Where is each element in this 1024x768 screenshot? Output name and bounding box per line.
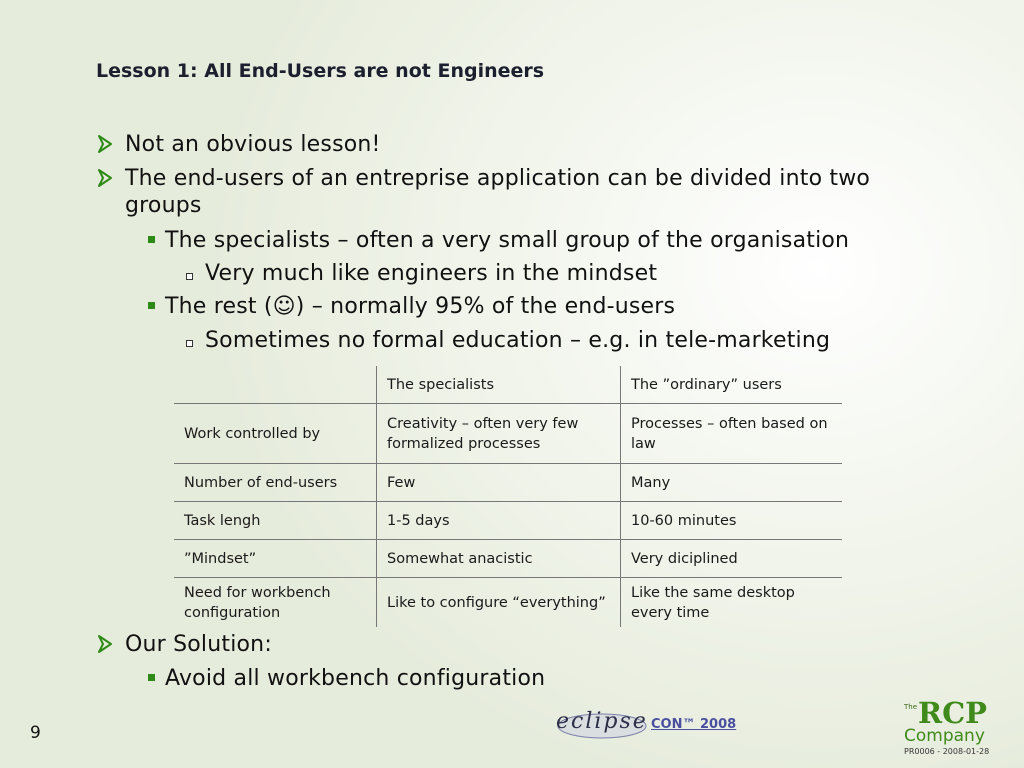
bullet-text: Not an obvious lesson! xyxy=(125,132,381,157)
sub-sub-bullet-item xyxy=(184,327,830,354)
bullet-text: Sometimes no formal education – e.g. in tele-marketing xyxy=(205,328,831,353)
table-cell: Task lengh xyxy=(174,502,377,540)
table-row xyxy=(174,502,842,540)
bullet-text: Avoid all workbench configuration xyxy=(165,666,546,691)
table-cell: Like to configure “everything” xyxy=(377,578,621,628)
square-bullet-icon xyxy=(148,302,155,309)
bullet-text: Our Solution: xyxy=(125,632,272,657)
eclipsecon-logo xyxy=(556,708,756,742)
table-cell: Somewhat anacistic xyxy=(377,540,621,578)
slide-title: Lesson 1: All End-Users are not Engineers xyxy=(96,60,545,82)
table-cell: Need for workbench configuration xyxy=(174,578,377,628)
eclipsecon-year: CON™ 2008 xyxy=(651,717,737,732)
table-cell: Many xyxy=(621,464,843,502)
table-row xyxy=(174,578,842,628)
table-header-cell xyxy=(174,366,377,404)
table-cell: Few xyxy=(377,464,621,502)
table-cell: 1-5 days xyxy=(377,502,621,540)
bullet-item xyxy=(96,131,915,158)
rcp-the: The xyxy=(904,703,918,711)
rcp-wordmark: RCP xyxy=(918,696,987,730)
sub-bullet-item xyxy=(145,227,849,254)
table-cell: 10-60 minutes xyxy=(621,502,843,540)
arrow-bullet-icon xyxy=(96,166,116,190)
table-cell: Very diciplined xyxy=(621,540,843,578)
bullet-text: The rest (☺) – normally 95% of the end-users xyxy=(165,294,676,319)
comparison-table xyxy=(174,366,842,627)
table-cell: Creativity – often very few formalized processes xyxy=(377,404,621,464)
hollow-square-bullet-icon xyxy=(186,273,193,280)
rcp-company: Company xyxy=(904,726,985,746)
page-number: 9 xyxy=(30,723,41,743)
bullet-item xyxy=(96,165,915,219)
bullet-text: The specialists – often a very small group of the organisation xyxy=(165,228,850,253)
document-code: PR0006 - 2008-01-28 xyxy=(904,747,990,756)
table-cell: Work controlled by xyxy=(174,404,377,464)
sub-bullet-item xyxy=(145,293,675,320)
bullet-text: Very much like engineers in the mindset xyxy=(205,261,658,286)
arrow-bullet-icon xyxy=(96,132,116,156)
rcp-company-logo xyxy=(902,696,1002,762)
square-bullet-icon xyxy=(148,236,155,243)
sub-sub-bullet-item xyxy=(184,260,657,287)
table-cell: Number of end-users xyxy=(174,464,377,502)
table-cell: Like the same desktop every time xyxy=(631,584,795,621)
table-header-cell: The ”ordinary” users xyxy=(621,366,843,404)
table-cell: Processes – often based on law xyxy=(621,404,843,464)
square-bullet-icon xyxy=(148,674,155,681)
table-cell: ”Mindset” xyxy=(174,540,377,578)
table-header-cell: The specialists xyxy=(377,366,621,404)
eclipse-wordmark: eclipse xyxy=(556,709,648,734)
arrow-bullet-icon xyxy=(96,632,116,656)
sub-bullet-item xyxy=(145,665,545,692)
table-header-row xyxy=(174,366,842,404)
hollow-square-bullet-icon xyxy=(186,340,193,347)
bullet-text: The end-users of an entreprise application can be divided into two groups xyxy=(125,166,871,218)
table-row xyxy=(174,404,842,464)
table-row xyxy=(174,464,842,502)
table-row xyxy=(174,540,842,578)
bullet-item xyxy=(96,631,915,658)
